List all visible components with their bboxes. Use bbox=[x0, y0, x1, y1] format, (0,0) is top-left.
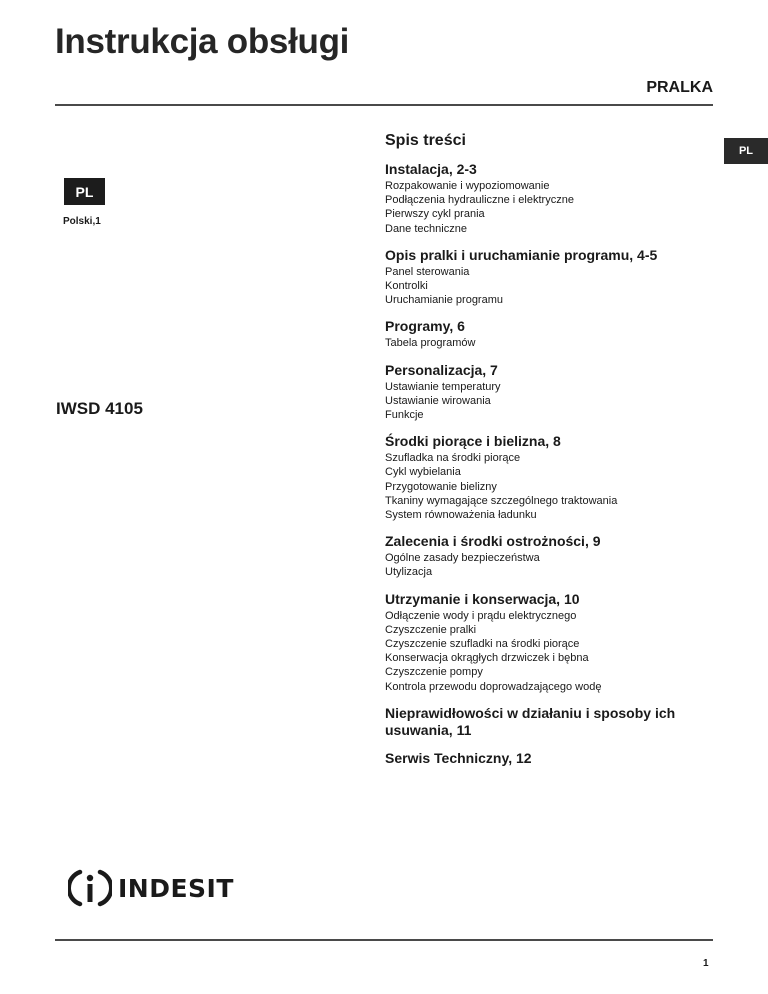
toc-section bbox=[385, 433, 720, 522]
toc-item-list bbox=[385, 609, 720, 694]
toc-item: Podłączenia hydrauliczne i elektryczne bbox=[385, 194, 574, 207]
toc-section-title: Serwis Techniczny, 12 bbox=[385, 749, 532, 766]
language-badge: PL bbox=[64, 178, 105, 205]
toc-item: Kontrola przewodu doprowadzającego wodę bbox=[385, 680, 602, 693]
toc-item: Odłączenie wody i prądu elektrycznego bbox=[385, 609, 577, 622]
toc-section-title: Personalizacja, 7 bbox=[385, 361, 498, 378]
toc-item: Pierwszy cykl prania bbox=[385, 208, 485, 221]
product-type: PRALKA bbox=[646, 79, 713, 96]
toc-item: Konserwacja okrągłych drzwiczek i bębna bbox=[385, 652, 589, 665]
table-of-contents bbox=[385, 132, 720, 778]
toc-item: Czyszczenie szufladki na środki piorące bbox=[385, 638, 580, 651]
toc-section bbox=[385, 362, 720, 423]
toc-item: Cykl wybielania bbox=[385, 466, 461, 479]
toc-section bbox=[385, 318, 720, 350]
model-number: IWSD 4105 bbox=[56, 399, 143, 418]
indesit-logo bbox=[68, 868, 234, 908]
toc-heading: Spis treści bbox=[385, 132, 466, 149]
toc-item-list bbox=[385, 336, 720, 350]
toc-item: Przygotowanie bielizny bbox=[385, 480, 497, 493]
toc-section bbox=[385, 161, 720, 236]
toc-item: Funkcje bbox=[385, 409, 424, 422]
top-divider bbox=[55, 104, 713, 106]
toc-item-list bbox=[385, 265, 720, 308]
brand-i-icon bbox=[68, 868, 112, 908]
toc-section bbox=[385, 591, 720, 694]
toc-item: Ogólne zasady bezpieczeństwa bbox=[385, 552, 540, 565]
toc-item: System równoważenia ładunku bbox=[385, 509, 537, 522]
bottom-divider bbox=[55, 939, 713, 941]
toc-item-list bbox=[385, 551, 720, 579]
toc-item-list bbox=[385, 380, 720, 423]
toc-section-title: Środki piorące i bielizna, 8 bbox=[385, 433, 561, 450]
toc-section bbox=[385, 533, 720, 579]
toc-item: Szufladka na środki piorące bbox=[385, 452, 521, 465]
toc-section-title: Zalecenia i środki ostrożności, 9 bbox=[385, 533, 601, 550]
toc-item: Czyszczenie pompy bbox=[385, 666, 483, 679]
toc-section-title: Nieprawidłowości w działaniu i sposoby ich usuwania, 11 bbox=[385, 704, 676, 738]
language-label: Polski,1 bbox=[63, 216, 101, 227]
toc-item: Ustawianie temperatury bbox=[385, 380, 501, 393]
language-tab: PL bbox=[724, 138, 768, 164]
toc-section-title: Instalacja, 2-3 bbox=[385, 161, 477, 177]
toc-item: Utylizacja bbox=[385, 566, 433, 579]
toc-item: Uruchamianie programu bbox=[385, 294, 503, 307]
brand-name: INDESIT bbox=[118, 873, 234, 903]
toc-section-title: Programy, 6 bbox=[385, 318, 465, 335]
toc-item: Tkaniny wymagające szczególnego traktowania bbox=[385, 494, 618, 507]
toc-item-list bbox=[385, 451, 720, 522]
toc-section bbox=[385, 705, 720, 739]
toc-item: Panel sterowania bbox=[385, 265, 470, 278]
toc-item: Kontrolki bbox=[385, 280, 428, 293]
toc-item: Rozpakowanie i wypoziomowanie bbox=[385, 180, 550, 192]
toc-item-list bbox=[385, 179, 720, 236]
toc-sections bbox=[385, 161, 720, 767]
toc-section bbox=[385, 247, 720, 308]
page-number: 1 bbox=[703, 958, 709, 969]
document-title: Instrukcja obsługi bbox=[55, 22, 350, 61]
toc-section-title: Utrzymanie i konserwacja, 10 bbox=[385, 590, 580, 607]
toc-section-title: Opis pralki i uruchamianie programu, 4-5 bbox=[385, 246, 658, 263]
toc-item: Ustawianie wirowania bbox=[385, 394, 491, 407]
toc-item: Czyszczenie pralki bbox=[385, 623, 477, 636]
toc-section bbox=[385, 750, 720, 767]
toc-item: Tabela programów bbox=[385, 337, 476, 350]
toc-item: Dane techniczne bbox=[385, 222, 467, 235]
